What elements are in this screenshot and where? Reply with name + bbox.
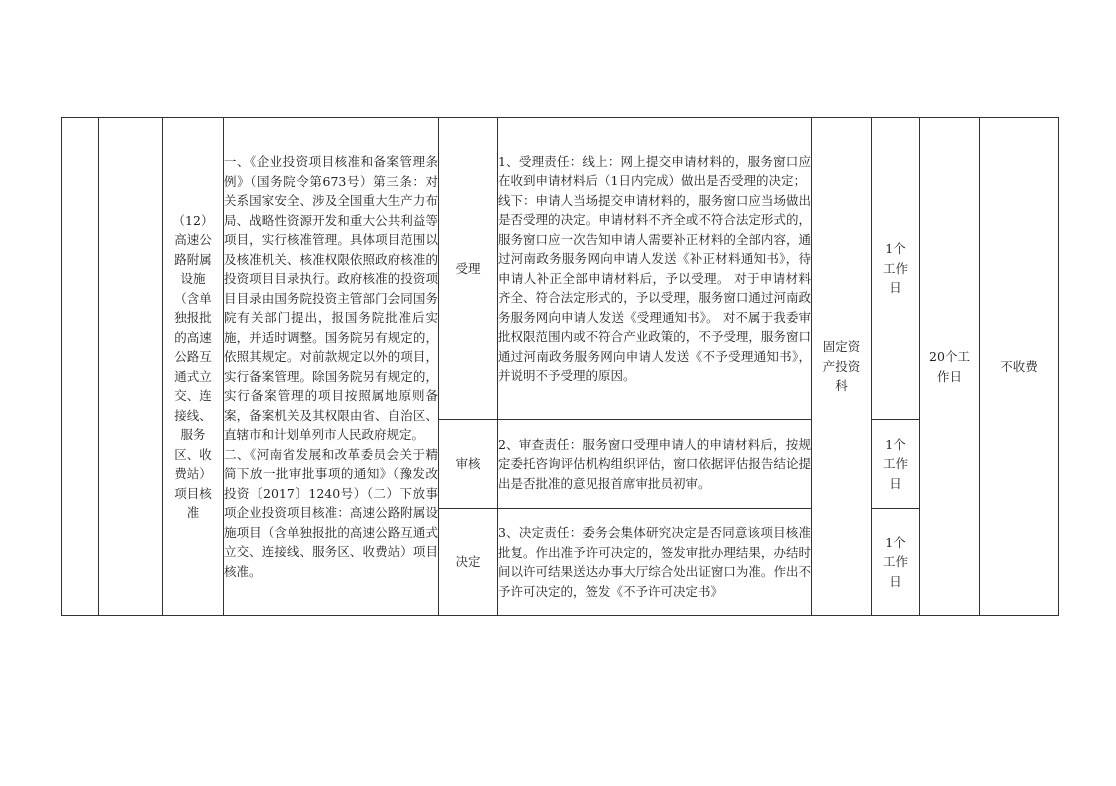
- main-item-cell: [99, 118, 163, 616]
- step-decision-responsibility-cell: [498, 509, 812, 616]
- step-review-name: 审核: [455, 456, 481, 472]
- step-accept-name: 受理: [455, 260, 481, 276]
- sub-item-name-cell: [163, 118, 224, 616]
- legal-basis-text: 一、《企业投资项目核准和备案管理条例》（国务院令第673号）第三条：对关系国家安全、涉及全国重大生产力布局、战略性资源开发和重大公共利益等项目，实行核准管理。具体项目范围以及核准机关、核准权限依照政府核准的投资项目目录执行。政府核准的投资项目目录由国务院投资主管部门会同国务院有关部门提出，报国务院批准后实施，并适时调整。国务院另有规定的，依照其规定。对前款规定以外的项目，实行备案管理。除国务院另有规定的，实行备案管理的项目按照属地原则备案，备案机关及其权限由省、自治区、直辖市和计划单列市人民政府规定。 二、《河南省发展和改革委员会关于精简下放一批审批事项的通知》（豫发改投资〔2017〕1240号）（二）下放事项企业投资项目核准：高速公路附属设施项目（含单独报批的高速公路互通式立交、连接线、服务区、收费站）项目核准。: [224, 154, 438, 579]
- step-decision-name: 决定: [455, 554, 481, 570]
- step-review-cell: [439, 420, 498, 509]
- fee-text: 不收费: [1000, 358, 1038, 374]
- step-review-responsibility-cell: [498, 420, 812, 509]
- step-decision-time-cell: [872, 509, 920, 616]
- step-accept-cell: [439, 118, 498, 420]
- step-review-time: 1个 工作 日: [882, 436, 908, 491]
- step-review-time-cell: [872, 420, 920, 509]
- step-review-responsibility: 2、审查责任：服务窗口受理申请人的申请材料后，按规定委托咨询评估机构组织评估，窗口依据评估报告结论提出是否批准的意见报首席审批员初审。: [498, 436, 811, 491]
- step-accept-responsibility: 1、受理责任：线上：网上提交申请材料的，服务窗口应在收到申请材料后（1日内完成）做出是否受理的决定； 线下：申请人当场提交申请材料的，服务窗口应当场做出是否受理的决定。申请材料不齐全或不符合法定形式的，服务窗口应一次告知申请人需要补正材料的全部内容，通过河南政务服务网向申请人发送《补正材料通知书》，待申请人补正全部申请材料后，予以受理。 对于申请材料齐全、符合法定形式的，予以受理，服务窗口通过河南政务服务网向申请人发送《受理通知书》。 对不属于我委审批权限范围内或不符合产业政策的，不予受理，服务窗口通过河南政务服务网向申请人发送《不予受理通知书》，并说明不予受理的原因。: [498, 153, 811, 383]
- approval-matrix-table: [61, 117, 1059, 616]
- step-accept-time-cell: [872, 118, 920, 420]
- step-decision-time: 1个 工作 日: [882, 534, 908, 589]
- total-time-cell: [920, 118, 980, 616]
- fee-cell: [980, 118, 1059, 616]
- step-decision-cell: [439, 509, 498, 616]
- step-decision-responsibility: 3、决定责任：委务会集体研究决定是否同意该项目核准批复。作出准予许可决定的，签发审批办理结果，办结时间以许可结果送达办事大厅综合处出证窗口为准。作出不予许可决定的，签发《不予许可决定书》: [498, 525, 811, 599]
- department-name: 固定资 产投资 科: [822, 339, 861, 394]
- step-accept-responsibility-cell: [498, 118, 812, 420]
- table-row: [62, 118, 1059, 420]
- serial-number-cell: [62, 118, 99, 616]
- legal-basis-cell: [224, 118, 439, 616]
- total-time: 20个工 作日: [929, 349, 970, 384]
- sub-item-name: （12） 高速公 路附属 设施 （含单 独报批 的高速 公路互 通式立 交、连 接线、 服务 区、收 费站） 项目核 准: [172, 212, 214, 520]
- category-cell: [812, 118, 872, 616]
- step-accept-time: 1个 工作 日: [882, 241, 908, 296]
